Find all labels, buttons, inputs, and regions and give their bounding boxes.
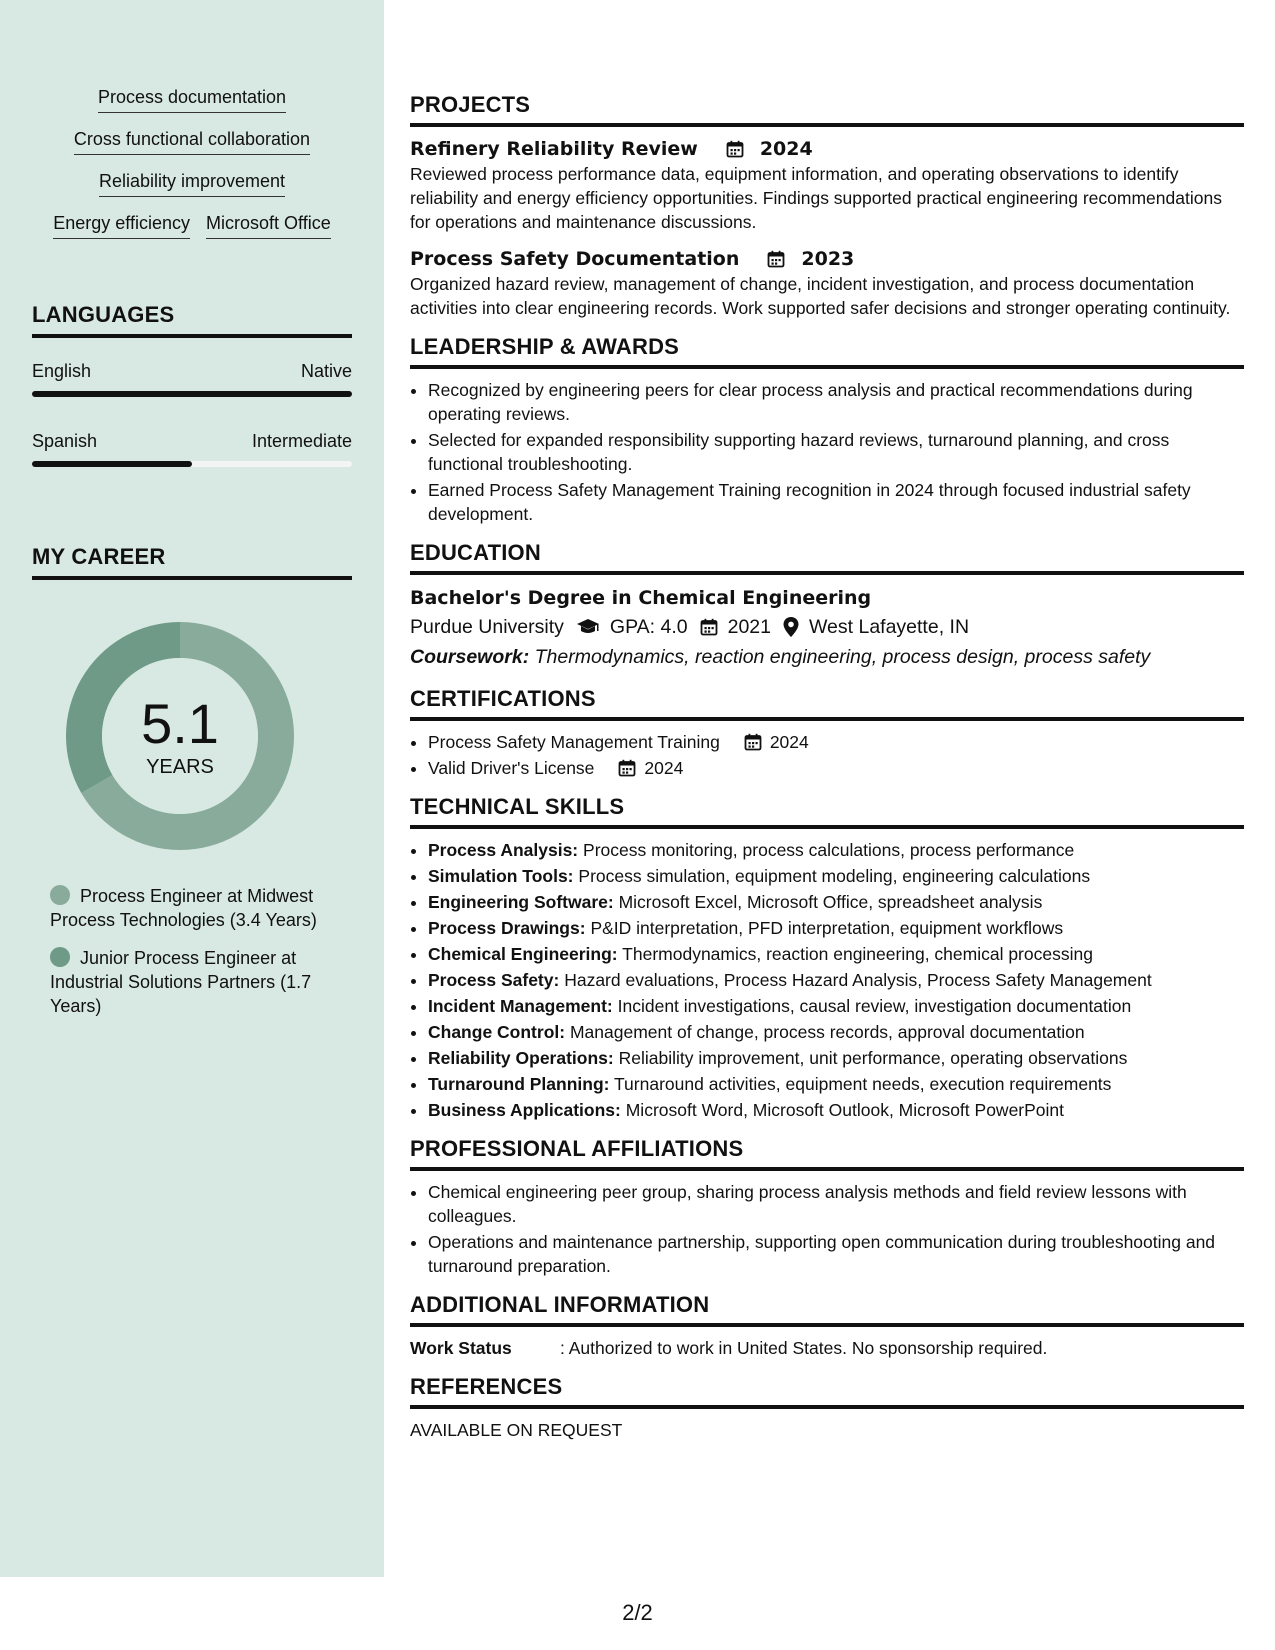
skill-row: [32, 212, 352, 239]
leadership-item: • Selected for expanded responsibility supporting hazard reviews, turnaround planning, and cross functional troubleshooting.: [428, 428, 1244, 476]
education-details: [410, 612, 1244, 642]
affiliations-section: [410, 1136, 1244, 1278]
education-heading: EDUCATION: [410, 540, 1244, 575]
leadership-heading: LEADERSHIP & AWARDS: [410, 334, 1244, 369]
language-bar-fill: [32, 391, 352, 397]
certification-name: • Process Safety Management Training: [428, 732, 720, 752]
technical-skill-value: Microsoft Word, Microsoft Outlook, Microsoft PowerPoint: [625, 1100, 1065, 1120]
certification-item: [428, 756, 1244, 780]
skill-row: [32, 170, 352, 197]
technical-skill-item: [428, 838, 1244, 862]
work-status-row: [410, 1336, 1244, 1360]
career-list: [50, 884, 340, 1032]
language-bar: [32, 391, 352, 397]
language-level: Native: [300, 361, 352, 381]
graduation-cap-icon: [576, 618, 600, 636]
technical-skill-value: Management of change, process records, approval documentation: [569, 1022, 1085, 1042]
calendar-icon: [606, 759, 640, 777]
career-total-years: 5.1: [141, 692, 219, 755]
coursework-text: Thermodynamics, reaction engineering, process design, process safety: [534, 646, 1151, 668]
technical-skill-label: Change Control:: [428, 1022, 566, 1042]
certification-name: • Valid Driver's License: [428, 758, 595, 778]
career-donut-chart: [66, 622, 294, 850]
technical-skill-value: Turnaround activities, equipment needs, execution requirements: [614, 1074, 1112, 1094]
technical-skill-value: Microsoft Excel, Microsoft Office, spreadsheet analysis: [618, 892, 1043, 912]
technical-skill-item: [428, 1072, 1244, 1096]
technical-skill-value: Reliability improvement, unit performance, operating observations: [618, 1048, 1128, 1068]
calendar-icon: [753, 250, 793, 268]
references-section: [410, 1374, 1244, 1442]
certifications-section: [410, 686, 1244, 780]
career-item: [50, 946, 340, 1018]
skill-row: [32, 86, 352, 113]
language-bar-fill: [32, 461, 192, 467]
career-text: Process Engineer at Midwest Process Technologies (3.4 Years): [50, 886, 317, 930]
technical-skill-value: P&ID interpretation, PFD interpretation, equipment workflows: [590, 918, 1064, 938]
technical-skill-value: Process simulation, equipment modeling, engineering calculations: [578, 866, 1091, 886]
leadership-item: • Earned Process Safety Management Training recognition in 2024 through focused industrial safety development.: [428, 478, 1244, 526]
project-year: 2024: [759, 138, 813, 160]
leadership-list: [410, 378, 1244, 526]
technical-skill-item: [428, 916, 1244, 940]
language-name: Spanish: [32, 431, 98, 451]
language-spanish: [32, 430, 352, 467]
skill-row: [32, 128, 352, 155]
technical-skill-item: [428, 1046, 1244, 1070]
certification-year: 2024: [769, 732, 809, 752]
skill-tag: Cross functional collaboration: [74, 128, 310, 155]
affiliations-heading: PROFESSIONAL AFFILIATIONS: [410, 1136, 1244, 1171]
technical-skill-label: Process Analysis:: [428, 840, 579, 860]
affiliations-list: [410, 1180, 1244, 1278]
additional-info-heading: ADDITIONAL INFORMATION: [410, 1292, 1244, 1327]
gpa: GPA: 4.0: [609, 616, 688, 638]
technical-skill-value: Incident investigations, causal review, investigation documentation: [617, 996, 1132, 1016]
certification-line: [428, 730, 1244, 754]
technical-skill-item: [428, 968, 1244, 992]
certification-item: [428, 730, 1244, 754]
calendar-icon: [732, 733, 766, 751]
technical-skill-label: Simulation Tools:: [428, 866, 574, 886]
technical-skill-value: Hazard evaluations, Process Hazard Analysis, Process Safety Management: [564, 970, 1152, 990]
location-pin-icon: [783, 617, 799, 637]
technical-skills-section: [410, 794, 1244, 1122]
references-text: AVAILABLE ON REQUEST: [410, 1420, 623, 1440]
language-name: English: [32, 361, 92, 381]
certification-year: 2024: [644, 758, 684, 778]
technical-skill-item: [428, 864, 1244, 888]
leadership-item: • Recognized by engineering peers for clear process analysis and practical recommendations during operating reviews.: [428, 378, 1244, 426]
project-title: Process Safety Documentation: [410, 248, 740, 270]
technical-skill-label: Business Applications:: [428, 1100, 621, 1120]
leadership-section: [410, 334, 1244, 526]
technical-skill-label: Process Safety:: [428, 970, 560, 990]
work-status-value: : Authorized to work in United States. No sponsorship required.: [560, 1338, 1048, 1358]
technical-skill-label: Process Drawings:: [428, 918, 586, 938]
technical-skill-item: [428, 942, 1244, 966]
career-item: [50, 884, 340, 932]
skill-tag: Process documentation: [98, 86, 286, 113]
technical-skill-label: Reliability Operations:: [428, 1048, 614, 1068]
languages-heading: LANGUAGES: [32, 302, 352, 338]
skills-tags: [32, 86, 352, 254]
technical-skill-value: Process monitoring, process calculations, process performance: [583, 840, 1075, 860]
language-bar: [32, 461, 352, 467]
calendar-icon: [700, 618, 718, 636]
projects-heading: PROJECTS: [410, 92, 1244, 127]
school-name: Purdue University: [410, 616, 564, 638]
technical-skill-label: Turnaround Planning:: [428, 1074, 610, 1094]
skill-tag: Energy efficiency: [53, 212, 190, 239]
project-title-row: [410, 246, 1244, 272]
sidebar: [0, 0, 384, 1577]
technical-skill-label: Engineering Software:: [428, 892, 614, 912]
graduation-year: 2021: [727, 616, 771, 638]
career-text: Junior Process Engineer at Industrial Solutions Partners (1.7 Years): [50, 948, 312, 1016]
references-heading: REFERENCES: [410, 1374, 1244, 1409]
skill-tag: Reliability improvement: [99, 170, 285, 197]
project-description: Organized hazard review, management of change, incident investigation, and process documentation activities into clear engineering records. Work supported safer decisions and stronger operating continuity.: [410, 274, 1231, 318]
coursework-label: Coursework:: [410, 646, 530, 668]
technical-skill-label: Chemical Engineering:: [428, 944, 618, 964]
technical-skills-heading: TECHNICAL SKILLS: [410, 794, 1244, 829]
projects-section: [410, 92, 1244, 320]
project-title: Refinery Reliability Review: [410, 138, 698, 160]
technical-skill-value: Thermodynamics, reaction engineering, chemical processing: [622, 944, 1093, 964]
technical-skill-item: [428, 994, 1244, 1018]
language-english: [32, 360, 352, 397]
career-dot-icon: [50, 885, 70, 905]
skill-tag: Microsoft Office: [206, 212, 331, 239]
technical-skill-item: [428, 890, 1244, 914]
technical-skill-item: [428, 1020, 1244, 1044]
affiliation-item: • Operations and maintenance partnership, supporting open communication during troubleshooting and turnaround preparation.: [428, 1230, 1244, 1278]
technical-skills-list: [410, 838, 1244, 1122]
page-number: 2/2: [622, 1600, 653, 1625]
technical-skill-label: Incident Management:: [428, 996, 613, 1016]
education-section: [410, 540, 1244, 672]
certifications-heading: CERTIFICATIONS: [410, 686, 1244, 721]
project-title-row: [410, 136, 1244, 162]
main-content: [410, 92, 1244, 1456]
coursework: [410, 642, 1244, 672]
calendar-icon: [712, 140, 752, 158]
school-location: West Lafayette, IN: [808, 616, 970, 638]
affiliation-item: • Chemical engineering peer group, sharing process analysis methods and field review lessons with colleagues.: [428, 1180, 1244, 1228]
additional-info-section: [410, 1292, 1244, 1360]
project-description: Reviewed process performance data, equipment information, and operating observations to identify reliability and energy efficiency opportunities. Findings supported practical engineering recommendations for operations and maintenance discussions.: [410, 164, 1222, 232]
career-heading: MY CAREER: [32, 544, 352, 580]
projects-list: [410, 136, 1244, 320]
work-status-label: Work Status: [410, 1338, 512, 1358]
career-dot-icon: [50, 947, 70, 967]
career-years-unit: YEARS: [146, 756, 214, 778]
certifications-list: [410, 730, 1244, 780]
technical-skill-item: [428, 1098, 1244, 1122]
degree-title: Bachelor's Degree in Chemical Engineering: [410, 587, 872, 609]
project-year: 2023: [801, 248, 855, 270]
certification-line: [428, 756, 1244, 780]
language-level: Intermediate: [251, 431, 352, 451]
